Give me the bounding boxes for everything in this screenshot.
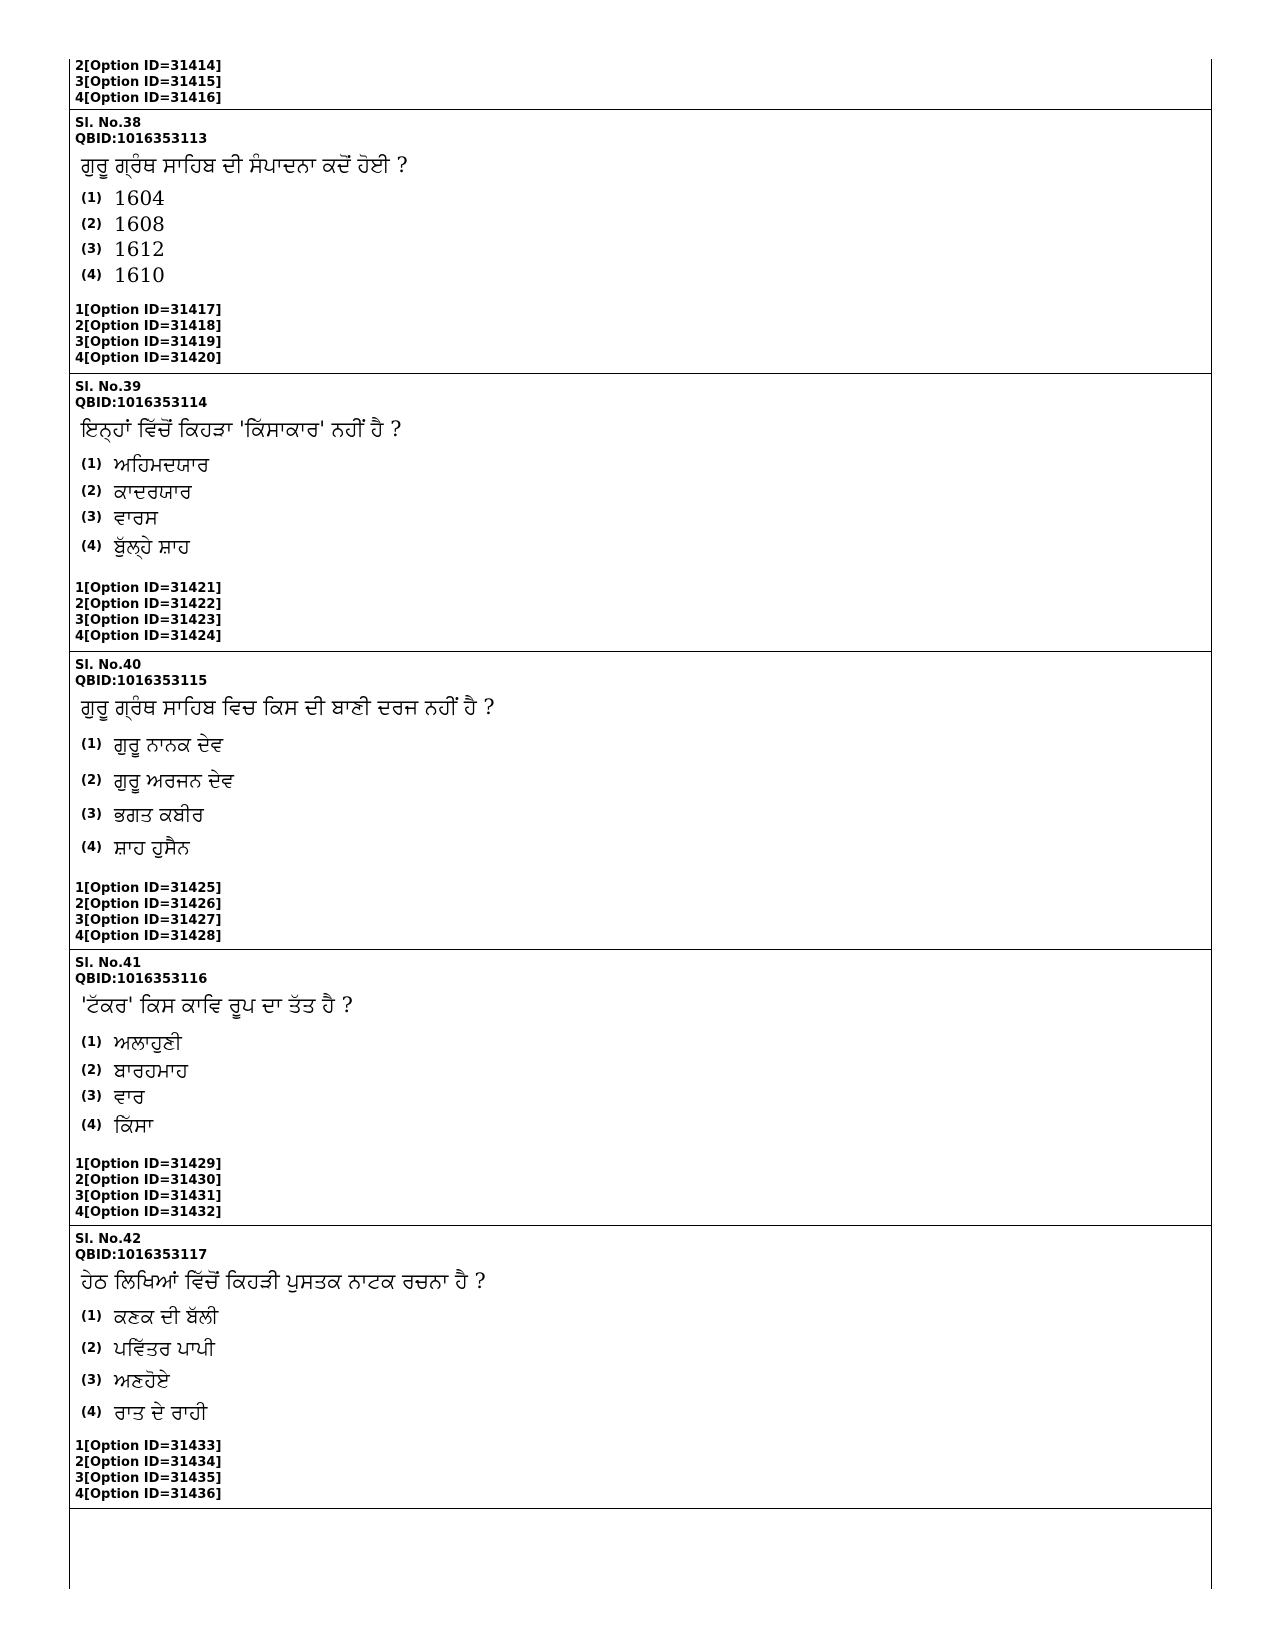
option-text: ਵਾਰ xyxy=(114,1084,145,1108)
option-4 xyxy=(81,1400,207,1424)
option-number: (2) xyxy=(81,483,102,499)
option-number: (4) xyxy=(81,538,102,554)
option-id-line: 3[Option ID=31435] xyxy=(75,1471,222,1486)
question-block-41 xyxy=(70,949,1211,1225)
serial-number: Sl. No.42 xyxy=(75,1232,142,1247)
option-1 xyxy=(81,1030,182,1054)
option-id-line: 2[Option ID=31414] xyxy=(75,59,222,74)
option-id-line: 1[Option ID=31429] xyxy=(75,1157,222,1172)
option-ids xyxy=(70,1439,221,1503)
option-number: (1) xyxy=(81,190,102,206)
serial-number: Sl. No.40 xyxy=(75,658,142,673)
option-text: ਰਾਤ ਦੇ ਰਾਹੀ xyxy=(114,1400,208,1424)
question-text: ਇਨ੍ਹਾਂ ਵਿੱਚੋਂ ਕਿਹੜਾ 'ਕਿੱਸਾਕਾਰ' ਨਹੀਂ ਹੈ ? xyxy=(81,417,402,441)
option-ids xyxy=(70,881,221,945)
option-text: ਵਾਰਸ xyxy=(114,505,158,529)
question-text: ਗੁਰੂ ਗ੍ਰੰਥ ਸਾਹਿਬ ਵਿਚ ਕਿਸ ਦੀ ਬਾਣੀ ਦਰਜ ਨਹੀਂ ਹੈ ? xyxy=(81,695,495,719)
option-text: 1612 xyxy=(114,237,165,261)
option-number: (2) xyxy=(81,1062,102,1078)
option-number: (3) xyxy=(81,806,102,822)
option-text: 1604 xyxy=(114,186,165,210)
option-id-line: 3[Option ID=31415] xyxy=(75,75,222,90)
option-id-line: 2[Option ID=31418] xyxy=(75,319,222,334)
option-id-line: 1[Option ID=31425] xyxy=(75,881,222,896)
option-text: ਕਾਦਰਯਾਰ xyxy=(114,479,192,503)
option-id-line: 1[Option ID=31417] xyxy=(75,303,222,318)
question-text: ਗੁਰੂ ਗ੍ਰੰਥ ਸਾਹਿਬ ਦੀ ਸੰਪਾਦਨਾ ਕਦੋਂ ਹੋਈ ? xyxy=(81,153,408,177)
option-1 xyxy=(81,732,223,756)
option-4 xyxy=(81,835,190,859)
qbid: QBID:1016353113 xyxy=(75,132,208,147)
option-id-line: 4[Option ID=31436] xyxy=(75,1487,222,1502)
option-3 xyxy=(81,1084,145,1108)
option-2 xyxy=(81,212,165,236)
question-block-38 xyxy=(70,109,1211,373)
option-id-line: 2[Option ID=31426] xyxy=(75,897,222,912)
option-text: ਕਣਕ ਦੀ ਬੱਲੀ xyxy=(114,1304,219,1328)
option-text: ਬੁੱਲ੍ਹੇ ਸ਼ਾਹ xyxy=(114,534,190,558)
qbid: QBID:1016353114 xyxy=(75,396,208,411)
option-text: 1610 xyxy=(114,263,165,287)
option-3 xyxy=(81,1368,170,1392)
option-number: (2) xyxy=(81,772,102,788)
option-number: (1) xyxy=(81,456,102,472)
option-1 xyxy=(81,1304,218,1328)
option-id-line: 4[Option ID=31424] xyxy=(75,629,222,644)
option-4 xyxy=(81,534,190,558)
option-id-line: 3[Option ID=31419] xyxy=(75,335,222,350)
serial-number: Sl. No.41 xyxy=(75,956,142,971)
qbid: QBID:1016353115 xyxy=(75,674,208,689)
option-text: 1608 xyxy=(114,212,165,236)
option-number: (4) xyxy=(81,1404,102,1420)
option-id-line: 2[Option ID=31422] xyxy=(75,597,222,612)
option-1 xyxy=(81,452,209,476)
option-text: ਬਾਰਹਮਾਹ xyxy=(114,1058,189,1082)
option-3 xyxy=(81,802,204,826)
option-id-line: 4[Option ID=31420] xyxy=(75,351,222,366)
option-2 xyxy=(81,1336,215,1360)
option-number: (3) xyxy=(81,1088,102,1104)
option-id-line: 3[Option ID=31427] xyxy=(75,913,222,928)
option-number: (4) xyxy=(81,267,102,283)
serial-number: Sl. No.39 xyxy=(75,380,142,395)
qbid: QBID:1016353117 xyxy=(75,1248,208,1263)
option-2 xyxy=(81,479,192,503)
option-ids xyxy=(70,1157,221,1221)
question-block-40 xyxy=(70,651,1211,949)
option-id-line: 1[Option ID=31433] xyxy=(75,1439,222,1454)
option-4 xyxy=(81,1113,153,1137)
question-block-42 xyxy=(70,1225,1211,1509)
qbid: QBID:1016353116 xyxy=(75,972,208,987)
question-text: 'ਟੱਕਰ' ਕਿਸ ਕਾਵਿ ਰੂਪ ਦਾ ਤੱਤ ਹੈ ? xyxy=(81,993,353,1017)
option-id-line: 2[Option ID=31430] xyxy=(75,1173,222,1188)
option-text: ਸ਼ਾਹ ਹੁਸੈਨ xyxy=(114,835,190,859)
option-3 xyxy=(81,237,165,261)
option-id-line: 2[Option ID=31434] xyxy=(75,1455,222,1470)
option-text: ਅਲਾਹੁਣੀ xyxy=(114,1030,182,1054)
option-4 xyxy=(81,263,165,287)
option-number: (4) xyxy=(81,1117,102,1133)
option-id-line: 3[Option ID=31431] xyxy=(75,1189,222,1204)
option-id-line: 3[Option ID=31423] xyxy=(75,613,222,628)
option-text: ਪਵਿੱਤਰ ਪਾਪੀ xyxy=(114,1336,215,1360)
option-2 xyxy=(81,1058,188,1082)
option-ids xyxy=(70,303,221,367)
option-number: (3) xyxy=(81,241,102,257)
option-number: (3) xyxy=(81,509,102,525)
option-ids xyxy=(70,581,221,645)
previous-question-option-ids xyxy=(70,59,1211,109)
option-2 xyxy=(81,768,234,792)
option-3 xyxy=(81,505,158,529)
option-text: ਭਗਤ ਕਬੀਰ xyxy=(114,802,204,826)
option-id-line: 4[Option ID=31432] xyxy=(75,1205,222,1220)
option-id-line: 4[Option ID=31416] xyxy=(75,91,222,106)
option-number: (2) xyxy=(81,216,102,232)
question-text: ਹੇਠ ਲਿਖਿਆਂ ਵਿੱਚੋਂ ਕਿਹੜੀ ਪੁਸਤਕ ਨਾਟਕ ਰਚਨਾ ਹੈ ? xyxy=(81,1269,486,1293)
serial-number: Sl. No.38 xyxy=(75,116,142,131)
option-id-line: 1[Option ID=31421] xyxy=(75,581,222,596)
option-text: ਗੁਰੂ ਅਰਜਨ ਦੇਵ xyxy=(114,768,234,792)
option-number: (1) xyxy=(81,1308,102,1324)
option-number: (1) xyxy=(81,1034,102,1050)
option-text: ਅਹਿਮਦਯਾਰ xyxy=(114,452,210,476)
question-block-39 xyxy=(70,373,1211,651)
option-text: ਗੁਰੂ ਨਾਨਕ ਦੇਵ xyxy=(114,732,224,756)
option-number: (3) xyxy=(81,1372,102,1388)
option-number: (1) xyxy=(81,736,102,752)
option-number: (2) xyxy=(81,1340,102,1356)
option-id-line: 4[Option ID=31428] xyxy=(75,929,222,944)
option-1 xyxy=(81,186,165,210)
option-number: (4) xyxy=(81,839,102,855)
option-text: ਅਣਹੋਏ xyxy=(114,1368,170,1392)
option-text: ਕਿੱਸਾ xyxy=(114,1113,154,1137)
question-sheet xyxy=(69,59,1212,1589)
